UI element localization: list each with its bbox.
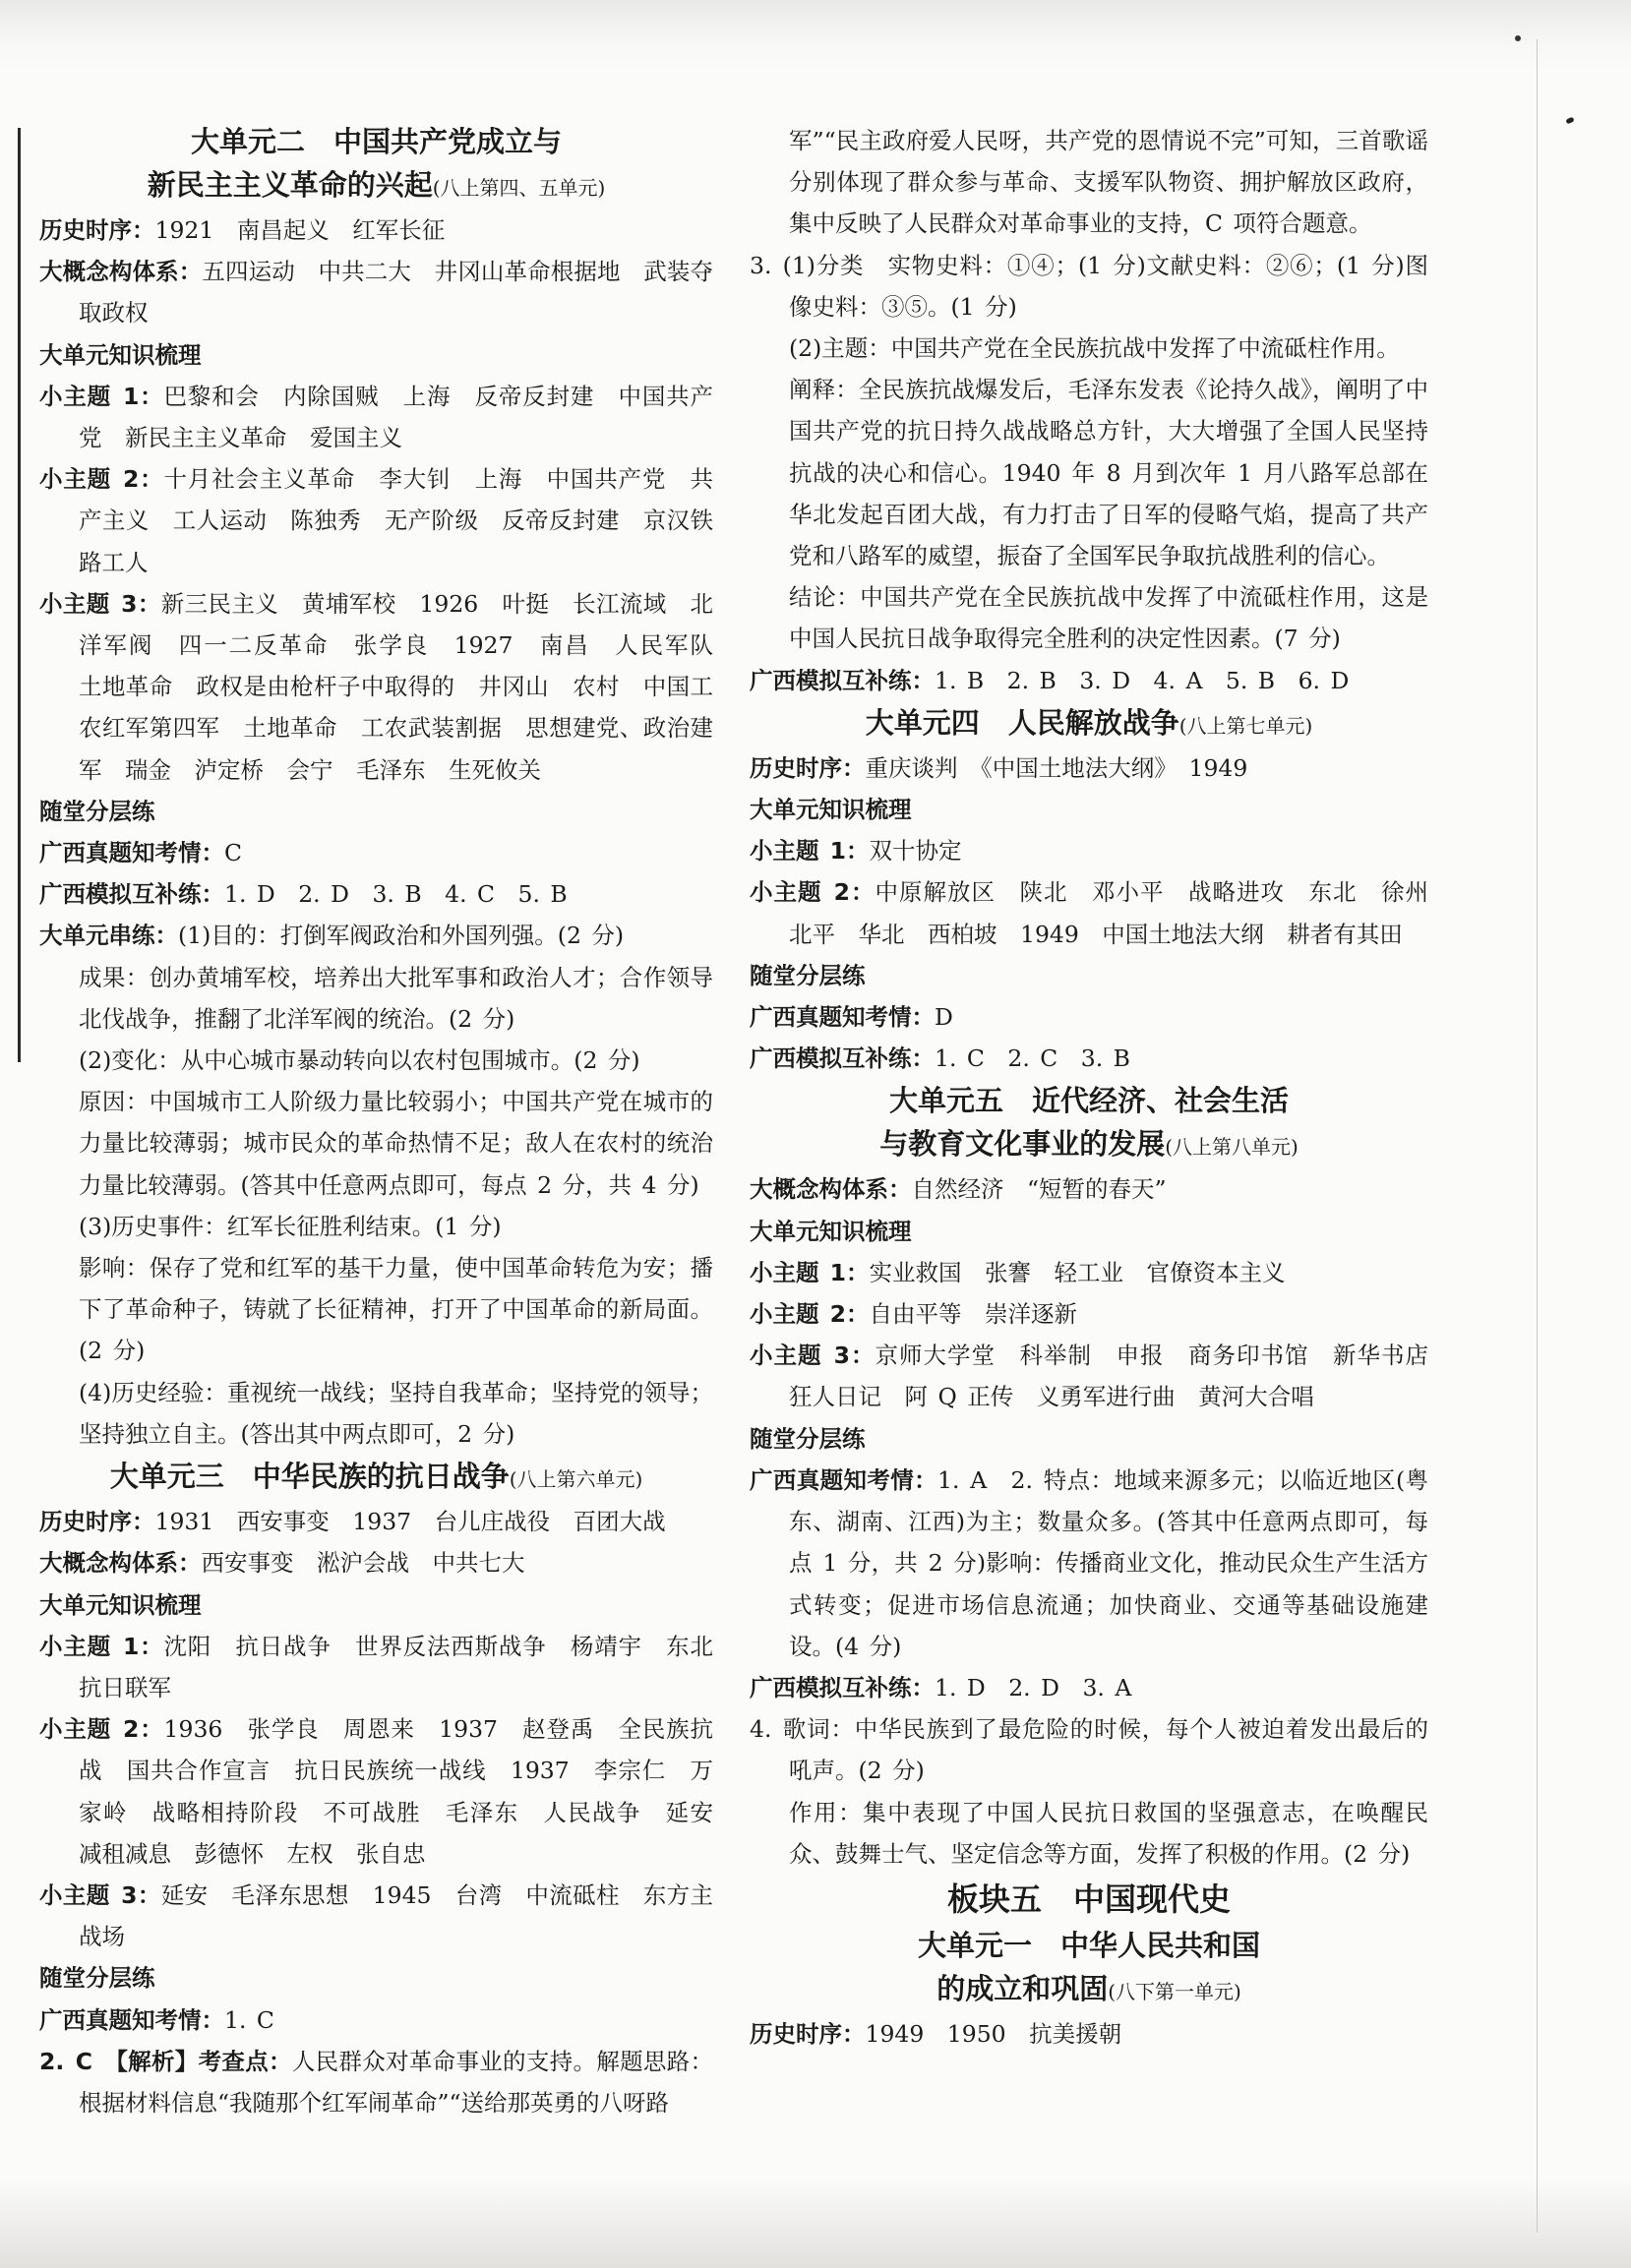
- entry-label: 小主题 3：: [750, 1342, 876, 1370]
- answer-entry: [39, 1999, 713, 2041]
- answer-entry: [39, 873, 713, 915]
- entry-label: 历史时序：: [750, 753, 866, 782]
- heading-text: 新民主主义革命的兴起: [147, 168, 433, 202]
- section-title: 随堂分层练: [750, 961, 866, 989]
- entry-label: 小主题 3：: [39, 1880, 161, 1909]
- unit-heading: [750, 1875, 1428, 1924]
- entry-text: 1931 西安事变 1937 台儿庄战役 百团大战: [154, 1508, 666, 1536]
- heading-subtitle: (八上第四、五单元): [432, 176, 606, 200]
- section-title: 随堂分层练: [750, 1424, 866, 1453]
- entry-label: 广西真题知考情：: [750, 1003, 935, 1032]
- entry-text: D: [935, 1003, 953, 1032]
- heading-subtitle: (八上第八单元): [1165, 1135, 1299, 1160]
- section-title: 大单元知识梳理: [750, 1217, 912, 1245]
- answer-entry: [39, 1501, 713, 1542]
- entry-text: 1. D 2. D 3. B 4. C 5. B: [224, 880, 568, 909]
- heading-text: 大单元三 中华民族的抗日战争: [109, 1460, 510, 1494]
- entry-text: C: [224, 839, 242, 867]
- answer-entry: [39, 251, 713, 333]
- answer-entry: [750, 830, 1428, 871]
- entry-label: 大概念构体系：: [39, 258, 203, 286]
- answer-paragraph: (4)历史经验：重视统一战线；坚持自我革命；坚持党的领导；坚持独立自主。(答出其中两点即可，2 分): [79, 1378, 713, 1448]
- entry-text: 1. C 2. C 3. B: [935, 1044, 1130, 1073]
- entry-text: 巴黎和会 内除国贼 上海 反帝反封建 中国共产党 新民主主义革命 爱国主义: [79, 382, 713, 452]
- entry-text: 西安事变 淞沪会战 中共七大: [201, 1549, 525, 1578]
- entry-text: 重庆谈判 《中国土地法大纲》 1949: [865, 753, 1248, 782]
- unit-heading: [39, 163, 713, 209]
- entry-label: 小主题 1：: [750, 1258, 870, 1286]
- heading-text: 大单元四 人民解放战争: [865, 705, 1179, 740]
- answer-entry: [750, 1335, 1452, 1417]
- entry-text: 1. C: [224, 2005, 274, 2034]
- section-title: 随堂分层练: [39, 1964, 155, 1993]
- answer-entry: [750, 2013, 1428, 2055]
- answer-entry: [39, 1542, 713, 1583]
- entry-label: 小主题 2：: [39, 1715, 164, 1744]
- answer-entry: [750, 1293, 1428, 1335]
- entry-label: 大概念构体系：: [750, 1175, 912, 1204]
- entry-text: 五四运动 中共二大 井冈山革命根据地 武装夺取政权: [79, 258, 713, 328]
- answer-entry: [39, 583, 737, 791]
- answer-entry: [750, 660, 1428, 701]
- entry-text: 延安 毛泽东思想 1945 台湾 中流砥柱 东方主战场: [79, 1880, 713, 1951]
- entry-label: 小主题 2：: [750, 1300, 870, 1329]
- answer-entry: [39, 376, 713, 458]
- answer-entry: [750, 1708, 1428, 1791]
- heading-text: 与教育文化事业的发展: [879, 1127, 1166, 1162]
- section-title: 大单元知识梳理: [750, 796, 912, 824]
- answer-paragraph: 成果：创办黄埔军校，培养出大批军事和政治人才；合作领导北伐战争，推翻了北洋军阀的统治。(2 分): [79, 963, 713, 1033]
- answer-paragraph: 作用：集中表现了中国人民抗日救国的坚强意志，在唤醒民众、鼓舞士气、坚定信念等方面，发挥了积极的作用。(2 分): [789, 1798, 1428, 1868]
- entry-text: 十月社会主义革命 李大钊 上海 中国共产党 共产主义 工人运动 陈独秀 无产阶级 反帝反封建 京汉铁路工人: [79, 465, 713, 576]
- answer-paragraph: (2)主题：中国共产党在全民族抗战中发挥了中流砥柱作用。: [789, 334, 1400, 363]
- entry-label: 广西模拟互补练：: [39, 880, 224, 909]
- section-title: 随堂分层练: [39, 797, 155, 825]
- ink-dot: [1515, 35, 1521, 41]
- entry-text: 1936 张学良 周恩来 1937 赵登禹 全民族抗战 国共合作宣言 抗日民族统一战线 1937 李宗仁 万家岭 战略相持阶段 不可战胜 毛泽东 人民战争 延安 减租减息 彭德怀 左权 张自忠: [79, 1715, 737, 1868]
- entry-text: 实业救国 张謇 轻工业 官僚资本主义: [869, 1258, 1286, 1286]
- answer-paragraph: 结论：中国共产党在全民族抗战中发挥了中流砥柱作用，这是中国人民抗日战争取得完全胜利的决定性因素。(7 分): [789, 583, 1428, 653]
- heading-subtitle: (八下第一单元): [1108, 1979, 1241, 2003]
- unit-heading: [39, 1455, 713, 1501]
- unit-heading: [750, 1967, 1428, 2013]
- section-title: 大单元知识梳理: [39, 1590, 202, 1619]
- answer-entry: [750, 871, 1452, 954]
- section-title: 大单元知识梳理: [39, 340, 202, 369]
- answer-entry: [750, 1667, 1428, 1708]
- entry-label: 小主题 2：: [750, 878, 876, 907]
- answer-paragraph: 影响：保存了党和红军的基干力量，使中国革命转危为安；播下了革命种子，铸就了长征精神，打开了中国革命的新局面。(2 分): [79, 1254, 713, 1365]
- entry-text: 1949 1950 抗美援朝: [865, 2019, 1122, 2048]
- entry-label: 小主题 1：: [750, 837, 870, 865]
- answer-entry: [750, 996, 1428, 1038]
- entry-text: 双十协定: [869, 837, 962, 865]
- entry-label: 小主题 1：: [39, 382, 164, 410]
- entry-text: 1. B 2. B 3. D 4. A 5. B 6. D: [935, 666, 1350, 694]
- entry-label: 广西真题知考情：: [39, 2005, 224, 2034]
- entry-label: 广西模拟互补练：: [750, 1044, 935, 1073]
- entry-text: 1. D 2. D 3. A: [935, 1673, 1132, 1701]
- entry-text: 4. 歌词：中华民族到了最危险的时候，每个人被迫着发出最后的吼声。(2 分): [750, 1715, 1428, 1785]
- answer-entry: [39, 1708, 737, 1875]
- entry-text: 人民群众对革命事业的支持。解题思路：根据材料信息“我随那个红军闹革命”“送给那英勇的八呀路: [79, 2047, 713, 2117]
- entry-label: 小主题 3：: [39, 589, 161, 618]
- answer-entry: [750, 1252, 1428, 1293]
- answer-paragraph: (2)变化：从中心城市暴动转向以农村包围城市。(2 分): [79, 1046, 640, 1075]
- heading-subtitle: (八上第六单元): [509, 1467, 643, 1492]
- answer-paragraph: 军”“民主政府爱人民呀，共产党的恩情说不完”可知，三首歌谣分别体现了群众参与革命、支援军队物资、拥护解放区政府，集中反映了人民群众对革命事业的支持，C 项符合题意。: [789, 127, 1428, 238]
- heading-text: 大单元五 近代经济、社会生活: [888, 1084, 1289, 1118]
- unit-heading: [750, 701, 1428, 747]
- entry-text: 1921 南昌起义 红军长征: [154, 216, 446, 244]
- binding-rule: [18, 128, 21, 1062]
- left-column: [39, 120, 737, 2123]
- entry-label: 历史时序：: [39, 1508, 155, 1536]
- unit-heading: [750, 1122, 1428, 1168]
- answer-entry: [750, 245, 1428, 328]
- answer-entry: [39, 209, 713, 251]
- entry-label: 大概念构体系：: [39, 1549, 202, 1578]
- answer-entry: [750, 747, 1428, 789]
- entry-label: 小主题 1：: [39, 1632, 164, 1660]
- unit-heading: [39, 120, 713, 163]
- answer-entry: [39, 2041, 713, 2123]
- answer-paragraph: (3)历史事件：红军长征胜利结束。(1 分): [79, 1212, 502, 1240]
- entry-label: 2. C 【解析】考查点：: [39, 2047, 292, 2075]
- entry-text: 沈阳 抗日战争 世界反法西斯战争 杨靖宇 东北抗日联军: [79, 1632, 713, 1701]
- answer-entry: [750, 1460, 1428, 1667]
- entry-text: (1)目的：打倒军阀政治和外国列强。(2 分): [178, 922, 625, 950]
- heading-text: 的成立和巩固: [936, 1971, 1109, 2005]
- scan-top-edge: [0, 0, 1631, 69]
- answer-entry: [39, 1626, 713, 1708]
- entry-text: 京师大学堂 科举制 申报 商务印书馆 新华书店 狂人日记 阿 Q 正传 义勇军进行曲 黄河大合唱: [789, 1342, 1452, 1411]
- entry-text: 1. A 2. 特点：地域来源多元；以临近地区(粤东、湖南、江西)为主；数量众多。(答其中任意两点即可，每点 1 分，共 2 分)影响：传播商业文化，推动民众生产生活方式转变；促进市场信息流通；加快商业、交通等基础设施建设。(4 分): [789, 1465, 1429, 1660]
- right-column: [750, 120, 1452, 2055]
- entry-text: 自然经济 “短暂的春天”: [911, 1175, 1167, 1204]
- unit-heading: [750, 1924, 1428, 1967]
- answer-entry: [39, 915, 713, 956]
- heading-text: 大单元二 中国共产党成立与: [190, 125, 562, 158]
- answer-entry: [39, 832, 713, 873]
- entry-label: 小主题 2：: [39, 465, 164, 494]
- entry-label: 广西真题知考情：: [750, 1465, 938, 1494]
- answer-entry: [39, 458, 713, 583]
- scan-bottom-edge: [0, 2179, 1631, 2268]
- entry-text: 新三民主义 黄埔军校 1926 叶挺 长江流域 北洋军阀 四一二反革命 张学良 1927 南昌 人民军队 土地革命 政权是由枪杆子中取得的 井冈山 农村 中国工农红军第四军 土地革命 工农武装割据 思想建党、政治建军 瑞金 泸定桥 会宁 毛泽东 生死攸关: [79, 589, 737, 784]
- entry-text: 自由平等 崇洋逐新: [869, 1300, 1078, 1329]
- answer-entry: [39, 1875, 713, 1957]
- answer-entry: [750, 1038, 1428, 1079]
- entry-label: 大单元串练：: [39, 922, 178, 950]
- answer-paragraph: 原因：中国城市工人阶级力量比较弱小；中国共产党在城市的力量比较薄弱；城市民众的革命热情不足；敌人在农村的统治力量比较薄弱。(答其中任意两点即可，每点 2 分，共 4 分): [79, 1088, 713, 1199]
- entry-label: 广西真题知考情：: [39, 839, 224, 867]
- answer-paragraph: 阐释：全民族抗战爆发后，毛泽东发表《论持久战》，阐明了中国共产党的抗日持久战战略总方针，大大增强了全国人民坚持抗战的决心和信心。1940 年 8 月到次年 1 月八路军总部在华北发起百团大战，有力打击了日军的侵略气焰，提高了共产党和八路军的威望，振奋了全国军民争取抗战胜利的信心。: [789, 376, 1428, 570]
- answer-entry: [750, 1168, 1428, 1210]
- heading-text: 板块五 中国现代史: [946, 1880, 1231, 1918]
- heading-text: 大单元一 中华人民共和国: [917, 1928, 1260, 1962]
- entry-text: 中原解放区 陕北 邓小平 战略进攻 东北 徐州 北平 华北 西柏坡 1949 中国土地法大纲 耕者有其田: [789, 878, 1452, 948]
- ink-mark: [1565, 117, 1574, 125]
- page-edge-rule: [1537, 39, 1538, 2233]
- entry-label: 广西模拟互补练：: [750, 666, 935, 694]
- entry-label: 广西模拟互补练：: [750, 1673, 935, 1701]
- unit-heading: [750, 1079, 1428, 1122]
- entry-text: 3. (1)分类 实物史料：①④；(1 分)文献史料：②⑥；(1 分)图像史料：③⑤。(1 分): [750, 251, 1428, 321]
- entry-label: 历史时序：: [39, 216, 155, 244]
- entry-label: 历史时序：: [750, 2019, 866, 2048]
- heading-subtitle: (八上第七单元): [1178, 713, 1313, 738]
